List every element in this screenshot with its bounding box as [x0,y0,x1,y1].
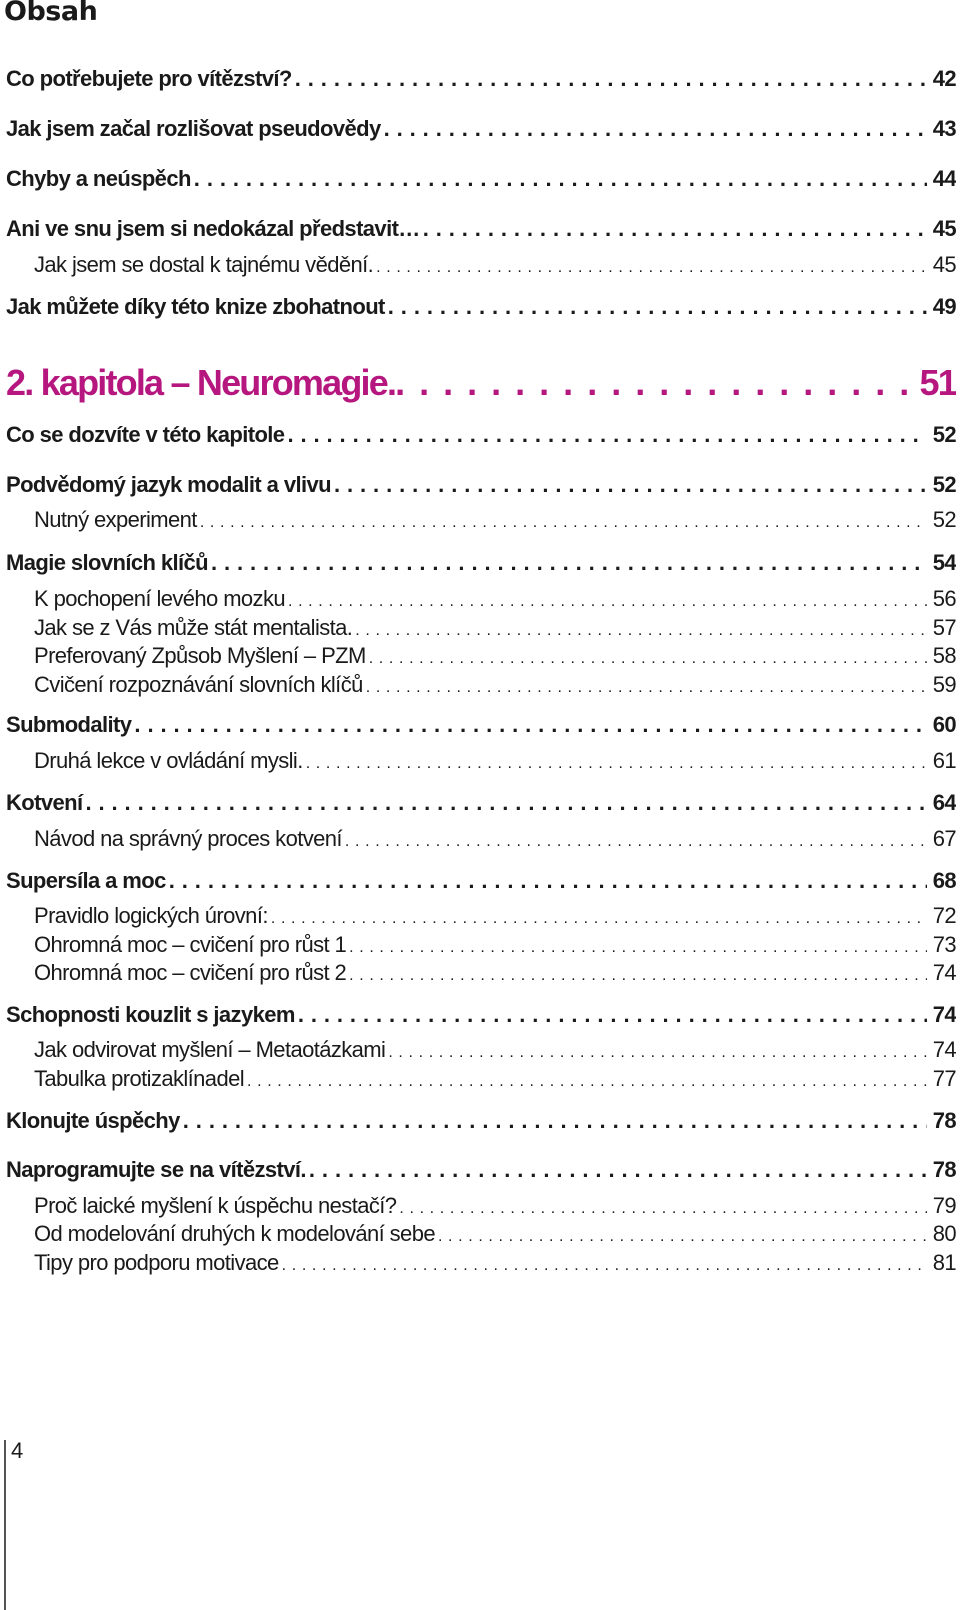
toc-entry-page: 68 [932,868,956,893]
dot-leader [306,755,927,773]
toc-entry-page: 56 [932,586,956,611]
toc-subentry[interactable] [6,1221,956,1247]
toc-entry-title: K pochopení levého mozku [34,586,285,611]
toc-entry-page: 81 [932,1250,956,1275]
toc-entry-page: 67 [932,826,956,851]
toc-entry-title: Co se dozvíte v této kapitole [6,422,285,447]
toc-entry-title: Jak jsem začal rozlišovat pseudovědy [6,116,381,141]
toc-entry[interactable] [6,422,956,448]
dot-leader [423,216,927,242]
toc-entry[interactable] [6,1002,956,1028]
toc-subentry[interactable] [6,672,956,698]
dot-leader [369,650,927,668]
toc-entry-title: Preferovaný Způsob Myšlení – PZM [34,643,366,668]
dot-leader [438,1228,927,1246]
toc-entry-page: 45 [932,252,956,277]
toc-entry-title: Co potřebujete pro vítězství? [6,66,292,91]
toc-subentry[interactable] [6,252,956,278]
toc-entry-page: 45 [932,216,956,241]
toc-entry-page: 44 [932,166,956,191]
toc-entry-page: 73 [932,932,956,957]
dot-leader [211,550,927,576]
toc-entry-page: 52 [932,472,956,497]
toc-entry-title: Jak odvirovat myšlení – Metaotázkami [34,1037,386,1062]
toc-entry[interactable] [6,712,956,738]
toc-entry-page: 54 [932,550,956,575]
toc-entry-page: 80 [932,1221,956,1246]
dot-leader [366,679,927,697]
toc-entry-page: 74 [932,1037,956,1062]
dot-leader [169,868,927,894]
toc-entry-page: 74 [932,960,956,985]
toc-entry[interactable] [6,790,956,816]
dot-leader [85,790,926,816]
toc-subentry[interactable] [6,507,956,533]
toc-entry-title: Nutný experiment [34,507,197,532]
toc-entry-title: Jak se z Vás může stát mentalista. [34,615,353,640]
toc-subentry[interactable] [6,826,956,852]
toc-entry-title: Proč laické myšlení k úspěchu nestačí? [34,1193,397,1218]
toc-entry[interactable] [6,1157,956,1183]
chapter-title: 2. kapitola – Neuromagie. [6,362,396,403]
toc-entry-page: 42 [932,66,956,91]
toc-entry-page: 78 [932,1108,956,1133]
dot-leader [298,1002,927,1028]
toc-entry-title: Chyby a neúspěch [6,166,191,191]
toc-entry-page: 61 [932,748,956,773]
toc-entry-page: 79 [932,1193,956,1218]
toc-subentry[interactable] [6,1066,956,1092]
dot-leader [271,910,927,928]
toc-entry-title: Klonujte úspěchy [6,1108,180,1133]
toc-entry[interactable] [6,66,956,92]
toc-entry[interactable] [6,216,956,242]
toc-subentry[interactable] [6,586,956,612]
dot-leader [349,967,927,985]
dot-leader [376,259,927,277]
toc-entry-page: 57 [932,615,956,640]
toc-entry-page: 72 [932,903,956,928]
dot-leader [183,1108,927,1134]
toc-entry-page: 59 [932,672,956,697]
toc-entry-title: Návod na správný proces kotvení [34,826,342,851]
toc-entry-page: 52 [932,507,956,532]
dot-leader [388,1044,926,1062]
dot-leader [309,1157,927,1183]
toc-entry[interactable] [6,1108,956,1134]
toc-entry-title: Magie slovních klíčů [6,550,208,575]
dot-leader [134,712,926,738]
toc-entry-title: Supersíla a moc [6,868,166,893]
dot-leader [295,66,927,92]
toc-entry-page: 77 [932,1066,956,1091]
dot-leader [399,1200,926,1218]
toc-entry-title: Schopnosti kouzlit s jazykem [6,1002,295,1027]
toc-entry-title: Podvědomý jazyk modalit a vlivu [6,472,331,497]
toc-entry-title: Pravidlo logických úrovní: [34,903,268,928]
toc-entry[interactable] [6,868,956,894]
toc-entry-title: Cvičení rozpoznávání slovních klíčů [34,672,363,697]
toc-entry-page: 60 [932,712,956,737]
toc-entry[interactable] [6,166,956,192]
toc-entry-title: Druhá lekce v ovládání mysli. [34,748,303,773]
dot-leader [194,166,927,192]
page-number: 4 [11,1438,24,1463]
toc-entry-title: Jak můžete díky této knize zbohatnout [6,294,385,319]
dot-leader [384,116,927,142]
toc-subentry[interactable] [6,932,956,958]
dot-leader [288,593,927,611]
toc-entry-title: Naprogramujte se na vítězství. [6,1157,306,1182]
page-margin-rule [4,1440,6,1610]
toc-entry-page: 74 [932,1002,956,1027]
toc-chapter-heading[interactable] [6,362,956,404]
toc-entry-title: Jak jsem se dostal k tajnému vědění. [34,252,374,277]
toc-entry-page: 43 [932,116,956,141]
toc-subentry[interactable] [6,1250,956,1276]
toc-subentry[interactable] [6,1193,956,1219]
dot-leader [388,294,927,320]
toc-entry-title: Ani ve snu jsem si nedokázal představit… [6,216,420,241]
toc-entry-page: 64 [932,790,956,815]
dot-leader [395,362,913,404]
dot-leader [345,833,927,851]
toc-subentry[interactable] [6,903,956,929]
toc-subentry[interactable] [6,643,956,669]
toc-entry-title: Ohromná moc – cvičení pro růst 1 [34,932,347,957]
toc-entry-page: 58 [932,643,956,668]
toc-entry-page: 78 [932,1157,956,1182]
dot-leader [282,1257,927,1275]
page-title: Obsah [4,0,98,27]
toc-entry[interactable] [6,116,956,142]
toc-entry-title: Ohromná moc – cvičení pro růst 2 [34,960,347,985]
toc-entry-title: Tipy pro podporu motivace [34,1250,279,1275]
toc-entry-title: Od modelování druhých k modelování sebe [34,1221,435,1246]
toc-entry-title: Kotvení [6,790,83,815]
dot-leader [287,422,926,448]
toc-entry-page: 52 [932,422,956,447]
toc-entry[interactable] [6,294,956,320]
toc-subentry[interactable] [6,748,956,774]
toc-subentry[interactable] [6,1037,956,1063]
dot-leader [349,939,927,957]
toc-subentry[interactable] [6,615,956,641]
dot-leader [355,622,926,640]
chapter-page: 51 [919,362,956,403]
dot-leader [334,472,927,498]
toc-entry-title: Tabulka protizaklínadel [34,1066,245,1091]
dot-leader [247,1073,927,1091]
toc-entry-page: 49 [932,294,956,319]
toc-entry-title: Submodality [6,712,132,737]
toc-entry[interactable] [6,472,956,498]
toc-subentry[interactable] [6,960,956,986]
dot-leader [200,514,927,532]
toc-entry[interactable] [6,550,956,576]
